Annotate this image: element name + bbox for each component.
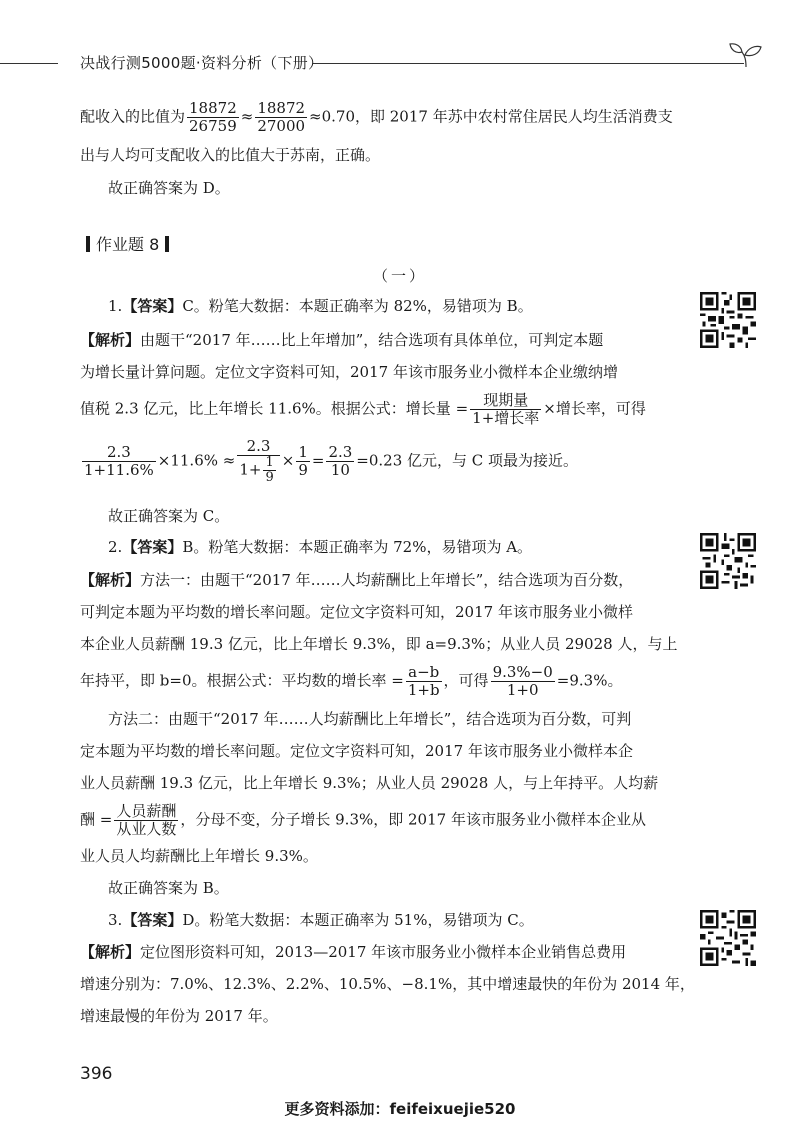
fraction-numerator: 1 xyxy=(298,443,308,461)
q2-analysis-line-3: 本企业人员薪酬 19.3 亿元，比上年增长 9.3%，即 a=9.3%；从业人员 29028 人，与上 xyxy=(80,635,678,653)
fraction-denominator: 1+b xyxy=(407,681,440,699)
q2-analysis-line-2: 可判定本题为平均数的增长率问题。定位文字资料可知，2017 年该市服务业小微样 xyxy=(80,603,633,621)
title-bar-right xyxy=(165,236,169,252)
text-fragment: ≈ xyxy=(240,107,254,126)
q2-answer xyxy=(108,537,708,557)
page-number: 396 xyxy=(80,1064,113,1084)
q2-analysis-line-4 xyxy=(80,664,680,699)
continuation-line-2: 出与人均可支配收入的比值大于苏南，正确。 xyxy=(80,146,381,164)
continuation-conclusion: 故正确答案为 D。 xyxy=(108,179,230,197)
q1-analysis-line-3 xyxy=(80,392,680,427)
fraction-numerator: 2.3 xyxy=(328,443,353,461)
question-number: 2. xyxy=(108,538,123,556)
fraction-denominator xyxy=(237,456,279,485)
text-fragment: 酬 = xyxy=(80,810,113,829)
fraction-denominator: 1+增长率 xyxy=(472,409,540,427)
fraction-numerator: 1 xyxy=(265,455,274,470)
fraction xyxy=(406,664,442,699)
text-fragment: ，分母不变，分子增长 9.3%，即 2017 年该市服务业小微样本企业从 xyxy=(180,810,646,829)
fraction-numerator: 2.3 xyxy=(82,444,156,462)
text-fragment: ≈0.70，即 2017 年苏中农村常住居民人均生活消费支 xyxy=(309,107,673,126)
fraction-numerator: a−b xyxy=(406,664,442,682)
fraction-denominator: 1+11.6% xyxy=(84,461,154,479)
fraction-numerator: 2.3 xyxy=(237,438,279,456)
q3-analysis-line-1 xyxy=(80,942,680,962)
sprout-icon xyxy=(728,42,768,68)
fraction-denominator: 10 xyxy=(330,461,350,479)
inner-fraction xyxy=(263,456,275,485)
analysis-text: 方法一：由题干“2017 年……人均薪酬比上年增长”，结合选项为百分数， xyxy=(140,571,634,589)
analysis-label: 【解析】 xyxy=(80,943,141,961)
answer-label: 【答案】 xyxy=(122,911,183,929)
text-fragment: =0.23 亿元，与 C 项最为接近。 xyxy=(356,451,579,470)
q1-analysis-line-4 xyxy=(80,438,680,485)
answer-label: 【答案】 xyxy=(122,297,183,315)
analysis-text: 由题干“2017 年……比上年增加”，结合选项有具体单位，可判定本题 xyxy=(140,331,604,349)
text-fragment: 配收入的比值为 xyxy=(80,107,186,126)
answer-text: D。粉笔大数据：本题正确率为 51%，易错项为 C。 xyxy=(182,911,534,929)
qr-code-icon[interactable] xyxy=(700,910,756,966)
page-header xyxy=(0,42,800,82)
book-title: 决战行测5000题·资料分析（下册） xyxy=(80,54,324,72)
analysis-text: 定位图形资料可知，2013—2017 年该市服务业小微样本企业销售总费用 xyxy=(140,943,627,961)
text-fragment: 值税 2.3 亿元，比上年增长 11.6%。根据公式：增长量 = xyxy=(80,399,469,418)
analysis-label: 【解析】 xyxy=(80,331,141,349)
header-rule-right xyxy=(312,63,744,64)
continuation-line-1 xyxy=(80,100,680,135)
q2-method2-line-4 xyxy=(80,803,680,838)
fraction xyxy=(114,803,178,838)
q2-method2-line-5: 业人员人均薪酬比上年增长 9.3%。 xyxy=(80,847,318,865)
fraction-numerator: 现期量 xyxy=(470,392,541,410)
text-fragment: 年持平，即 b=0。根据公式：平均数的增长率 = xyxy=(80,671,404,690)
fraction-denominator: 从业人数 xyxy=(116,820,177,838)
fraction-denominator: 26759 xyxy=(189,117,237,135)
q1-answer xyxy=(108,296,708,316)
q2-method2-line-2: 定本题为平均数的增长率问题。定位文字资料可知，2017 年该市服务业小微样本企 xyxy=(80,742,633,760)
section-title-text: 作业题 8 xyxy=(96,235,160,254)
compound-fraction xyxy=(237,438,279,485)
section-subtitle: （一） xyxy=(372,267,427,285)
fraction-denominator: 9 xyxy=(265,470,274,485)
footer-note: 更多资料添加：feifeixuejie520 xyxy=(284,1100,516,1118)
fraction xyxy=(187,100,239,135)
title-bar-left xyxy=(86,236,90,252)
q3-analysis-line-2: 增速分别为：7.0%、12.3%、2.2%、10.5%、−8.1%，其中增速最快的年份为 2014 年， xyxy=(80,975,695,993)
qr-code-icon[interactable] xyxy=(700,533,756,589)
fraction xyxy=(296,444,310,479)
text-fragment: = xyxy=(311,451,325,470)
fraction xyxy=(82,444,156,479)
q3-answer xyxy=(108,910,708,930)
answer-label: 【答案】 xyxy=(122,538,183,556)
text-fragment: 1+ xyxy=(239,460,262,479)
fraction-numerator: 18872 xyxy=(189,99,237,117)
fraction xyxy=(491,664,555,699)
text-fragment: ，可得 xyxy=(443,671,489,690)
analysis-label: 【解析】 xyxy=(80,571,141,589)
question-number: 3. xyxy=(108,911,123,929)
fraction-denominator: 1+0 xyxy=(506,681,539,699)
answer-text: C。粉笔大数据：本题正确率为 82%，易错项为 B。 xyxy=(182,297,533,315)
fraction-numerator: 18872 xyxy=(257,99,306,117)
fraction-numerator: 9.3%−0 xyxy=(492,663,553,681)
fraction xyxy=(470,392,541,427)
fraction xyxy=(255,100,307,135)
q1-conclusion: 故正确答案为 C。 xyxy=(108,507,230,525)
section-title xyxy=(80,232,175,255)
q1-analysis-line-1 xyxy=(80,330,680,350)
q2-method2-line-1: 方法二：由题干“2017 年……人均薪酬比上年增长”，结合选项为百分数，可判 xyxy=(108,710,632,728)
header-rule-left xyxy=(0,63,58,64)
fraction-denominator: 27000 xyxy=(257,117,306,135)
fraction xyxy=(326,444,354,479)
q2-method2-line-3: 业人员薪酬 19.3 亿元，比上年增长 9.3%；从业人员 29028 人，与上年持平。人均薪 xyxy=(80,774,659,792)
text-fragment: ×增长率，可得 xyxy=(543,399,646,418)
q3-analysis-line-3: 增速最慢的年份为 2017 年。 xyxy=(80,1007,278,1025)
text-fragment: ×11.6% ≈ xyxy=(157,451,236,470)
q2-analysis-line-1 xyxy=(80,570,680,590)
text-fragment: =9.3%。 xyxy=(556,671,623,690)
qr-code-icon[interactable] xyxy=(700,292,756,348)
fraction-numerator: 人员薪酬 xyxy=(116,802,177,820)
question-number: 1. xyxy=(108,297,123,315)
q2-conclusion: 故正确答案为 B。 xyxy=(108,879,229,897)
text-fragment: × xyxy=(281,451,295,470)
answer-text: B。粉笔大数据：本题正确率为 72%，易错项为 A。 xyxy=(182,538,533,556)
q1-analysis-line-2: 为增长量计算问题。定位文字资料可知，2017 年该市服务业小微样本企业缴纳增 xyxy=(80,363,618,381)
fraction-denominator: 9 xyxy=(298,461,308,479)
